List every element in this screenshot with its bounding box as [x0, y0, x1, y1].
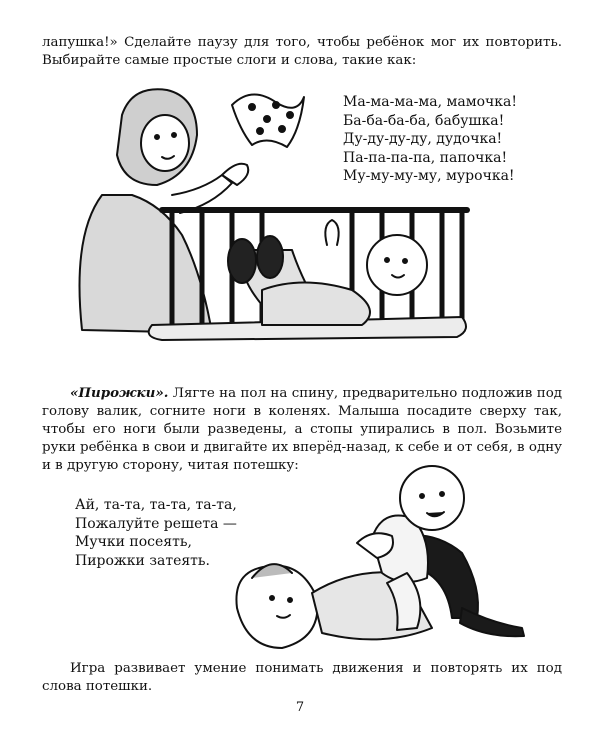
rhyme-line: Му-му-му-му, мурочка!	[343, 168, 515, 184]
rhyme-line: Пирожки затеять.	[75, 552, 211, 569]
rhyme-line: Ай, та-та, та-та, та-та,	[75, 497, 237, 513]
intro-paragraph: лапушка!» Сделайте паузу для того, чтобы ребёнок мог их повторить. Выбирайте самые простые слоги и слова, такие как:	[42, 35, 562, 68]
game-title: «Пирожки».	[70, 385, 169, 401]
rhyme-line: Мучки посеять,	[75, 534, 192, 550]
rhyme-line: Ду-ду-ду-ду, дудочка!	[343, 131, 503, 147]
conclusion-paragraph: Игра развивает умение понимать движения и повторять их под слова потешки.	[42, 661, 562, 694]
rhyme-line: Ба-ба-ба-ба, бабушка!	[343, 112, 505, 129]
page-number: 7	[295, 700, 305, 715]
game-description: Лягте на пол на спину, предварительно подложив под голову валик, согните ноги в коленях. Малыша посадите сверху так, чтобы его ноги были разведены, а стопы упирались в пол. Возьмите руки ребёнка в свои и двигайте их вперёд-назад, к себе и от себя, в одну и в другую сторону, читая потешку:	[42, 386, 562, 473]
pirozhki-game-illustration	[232, 458, 532, 658]
rhyme-line: Ма-ма-ма-ма, мамочка!	[343, 94, 518, 110]
pirozhki-rhyme	[75, 496, 237, 570]
rhyme-line: Пожалуйте решета —	[75, 515, 237, 532]
syllables-rhyme	[343, 93, 517, 186]
rhyme-line: Па-па-па-па, папочка!	[343, 149, 508, 166]
